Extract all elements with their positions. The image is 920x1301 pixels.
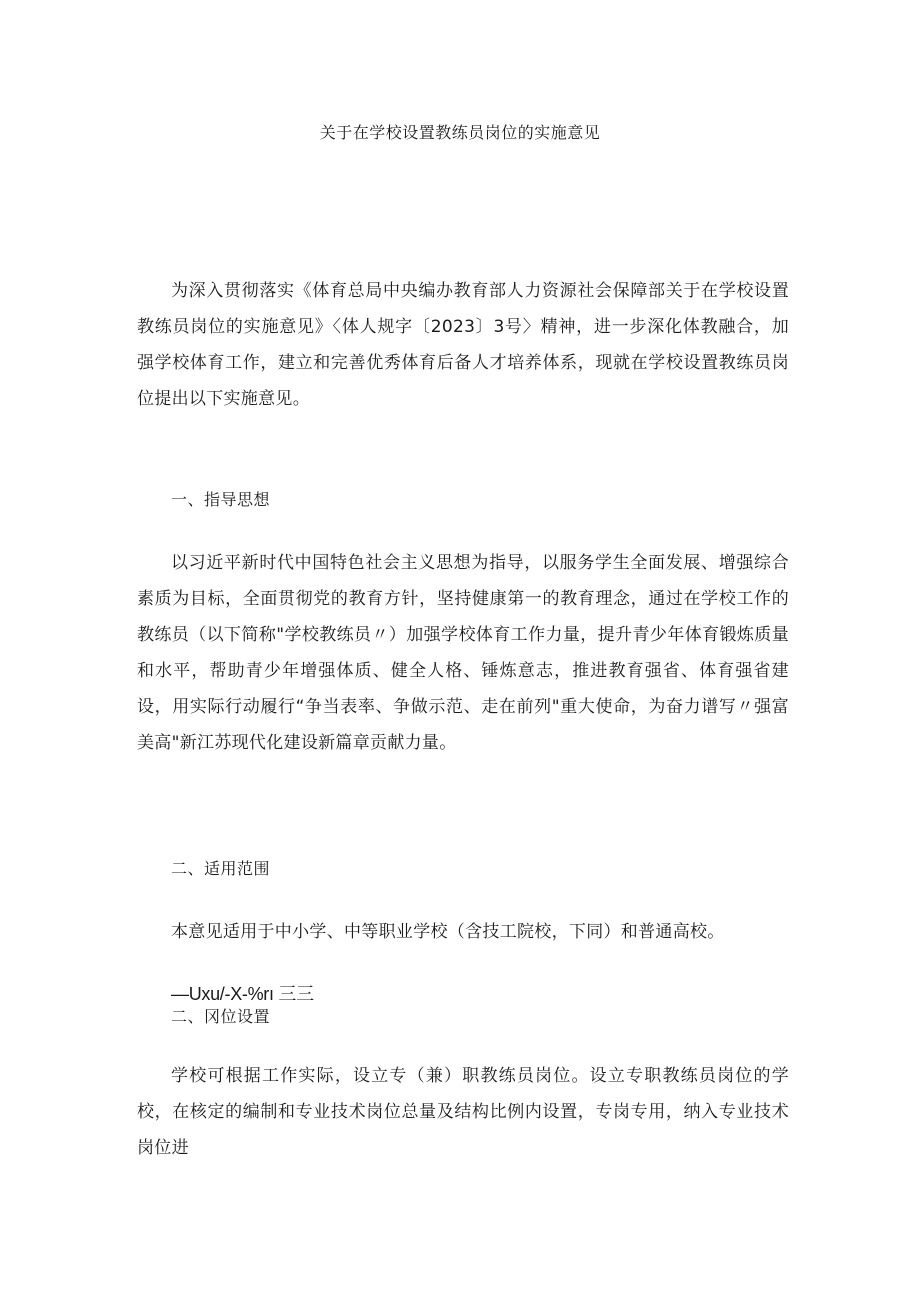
document-title: 关于在学校设置教练员岗位的实施意见	[319, 123, 601, 142]
section-heading-guiding-ideology: 一、指导思想	[171, 490, 271, 509]
section-heading-scope: 二、适用范围	[171, 859, 271, 878]
post-setting-paragraph: 学校可根据工作实际，设立专（兼）职教练员岗位。设立专职教练员岗位的学校，在核定的编制和专业技术岗位总量及结构比例内设置，专岗专用，纳入专业技术岗位进	[137, 1066, 789, 1158]
garbled-ocr-line: —Uxu/-X-%rı 三三	[171, 984, 314, 1004]
intro-paragraph: 为深入贯彻落实《体育总局中央编办教育部人力资源社会保障部关于在学校设置教练员岗位的实施意见》〈体人规字〔2023〕3号〉精神，进一步深化体教融合，加强学校体育工作，建立和完善优秀体育后备人才培养体系，现就在学校设置教练员岗位提出以下实施意见。	[137, 281, 789, 409]
section-heading-post-setting: 二、冈位设置	[171, 1007, 271, 1026]
scope-paragraph: 本意见适用于中小学、中等职业学校（含技工院校，下同）和普通高校。	[171, 922, 725, 942]
guiding-ideology-paragraph: 以习近平新时代中国特色社会主义思想为指导，以服务学生全面发展、增强综合素质为目标，全面贯彻党的教育方针，坚持健康第一的教育理念，通过在学校工作的教练员（以下简称"学校教练员〃）加强学校体育工作力量，提升青少年体育锻炼质量和水平，帮助青少年增强体质、健全人格、锤炼意志，推进教育强省、体育强省建设，用实际行动履行“争当表率、争做示范、走在前列"重大使命，为奋力谱写〃强富美高"新江苏现代化建设新篇章贡献力量。	[137, 553, 789, 753]
